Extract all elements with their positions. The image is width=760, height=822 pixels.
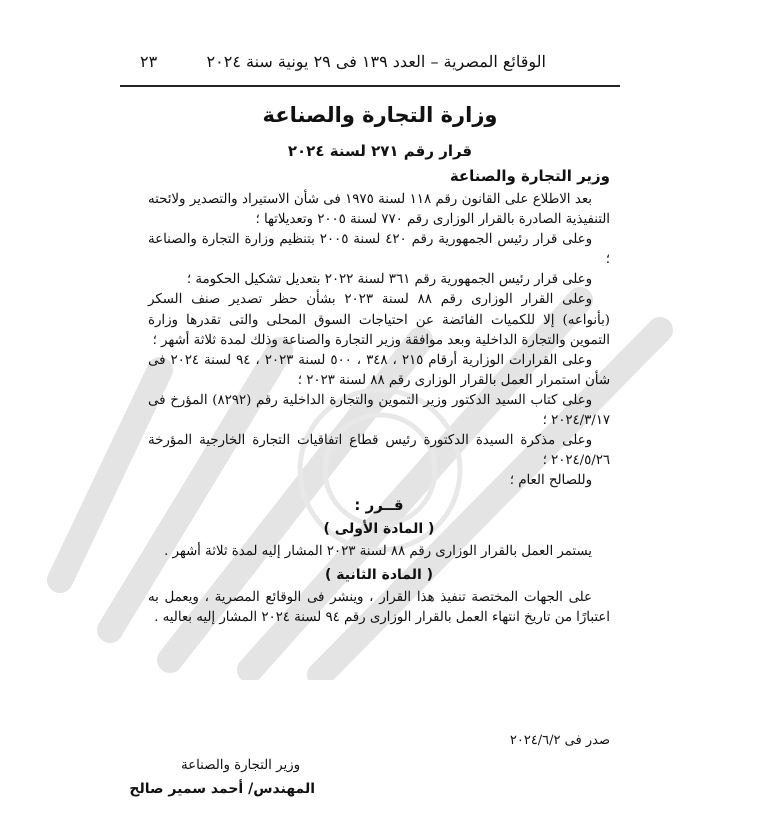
publication-line: الوقائع المصرية – العدد ١٣٩ فى ٢٩ يونية سنة ٢٠٢٤ (206, 51, 546, 71)
signatory-name: المهندس/ أحمد سمير صالح (129, 781, 315, 797)
minister-heading: وزير التجارة والصناعة (449, 167, 610, 185)
watermark-stroke (60, 370, 160, 580)
recital-paragraph: وعلى قرار رئيس الجمهورية رقم ٤٢٠ لسنة ٢٠٠٥ بتنظيم وزارة التجارة والصناعة ؛ (148, 232, 610, 268)
header-divider (120, 85, 620, 87)
recital-paragraph: بعد الاطلاع على القانون رقم ١١٨ لسنة ١٩٧٥ فى شأن الاستيراد والتصدير ولائحته التنفيذية الصادرة بالقرار الوزارى رقم ٧٧٠ لسنة ٢٠٠٥ وتعديلاتها ؛ (148, 192, 610, 228)
recital-paragraph: وعلى مذكرة السيدة الدكتورة رئيس قطاع اتفاقيات التجارة الخارجية المؤرخة ٢٠٢٤/٥/٢٦ ؛ (148, 433, 610, 469)
decree-title: قرار رقم ٢٧١ لسنة ٢٠٢٤ (287, 142, 473, 160)
article-1-heading: ( المادة الأولى ) (323, 520, 435, 537)
decree-body (148, 190, 610, 628)
issue-date: صدر فى ٢٠٢٤/٦/٢ (509, 733, 610, 748)
article-1-text: يستمر العمل بالقرار الوزارى رقم ٨٨ لسنة ٢٠٢٣ المشار إليه لمدة ثلاثة أشهر . (164, 543, 592, 559)
signatory-title: وزير التجارة والصناعة (181, 758, 300, 773)
recital-paragraph: وعلى كتاب السيد الدكتور وزير التموين والتجارة الداخلية رقم (٨٢٩٢) المؤرخ فى ٢٠٢٤/٣/١٧ ؛ (148, 392, 610, 429)
article-2-text: على الجهات المختصة تنفيذ هذا القرار ، وينشر فى الوقائع المصرية ، ويعمل به اعتبارًا من تاريخ انتهاء العمل بالقرار الوزارى رقم ٩٤ لسنة ٢٠٢٤ المشار إليه بعاليه . (148, 589, 610, 625)
recital-paragraph: وعلى قرار رئيس الجمهورية رقم ٣٦١ لسنة ٢٠٢٢ بتعديل تشكيل الحكومة ؛ (186, 272, 592, 288)
article-2-heading: ( المادة الثانية ) (324, 566, 434, 583)
page-header (140, 50, 546, 72)
ministry-title: وزارة التجارة والصناعة (262, 103, 498, 127)
page-number: ٢٣ (140, 51, 158, 71)
decided-heading: قــرر : (354, 496, 404, 515)
recital-paragraph: وللصالح العام ؛ (509, 473, 592, 489)
recital-paragraph: وعلى القرارات الوزارية أرقام ٢١٥ ، ٣٤٨ ، ٥٠٠ لسنة ٢٠٢٣ ، ٩٤ لسنة ٢٠٢٤ فى شأن استمرار العمل بالقرار الوزارى رقم ٨٨ لسنة ٢٠٢٣ ؛ (148, 352, 610, 388)
recital-paragraph: وعلى القرار الوزارى رقم ٨٨ لسنة ٢٠٢٣ بشأن حظر تصدير صنف السكر (بأنواعه) إلا للكميات الفائضة عن احتياجات السوق المحلى والتى تقدرها وزارة التموين والتجارة الداخلية وبعد موافقة وزير التجارة والصناعة وذلك لمدة ثلاثة أشهر ؛ (148, 292, 610, 348)
